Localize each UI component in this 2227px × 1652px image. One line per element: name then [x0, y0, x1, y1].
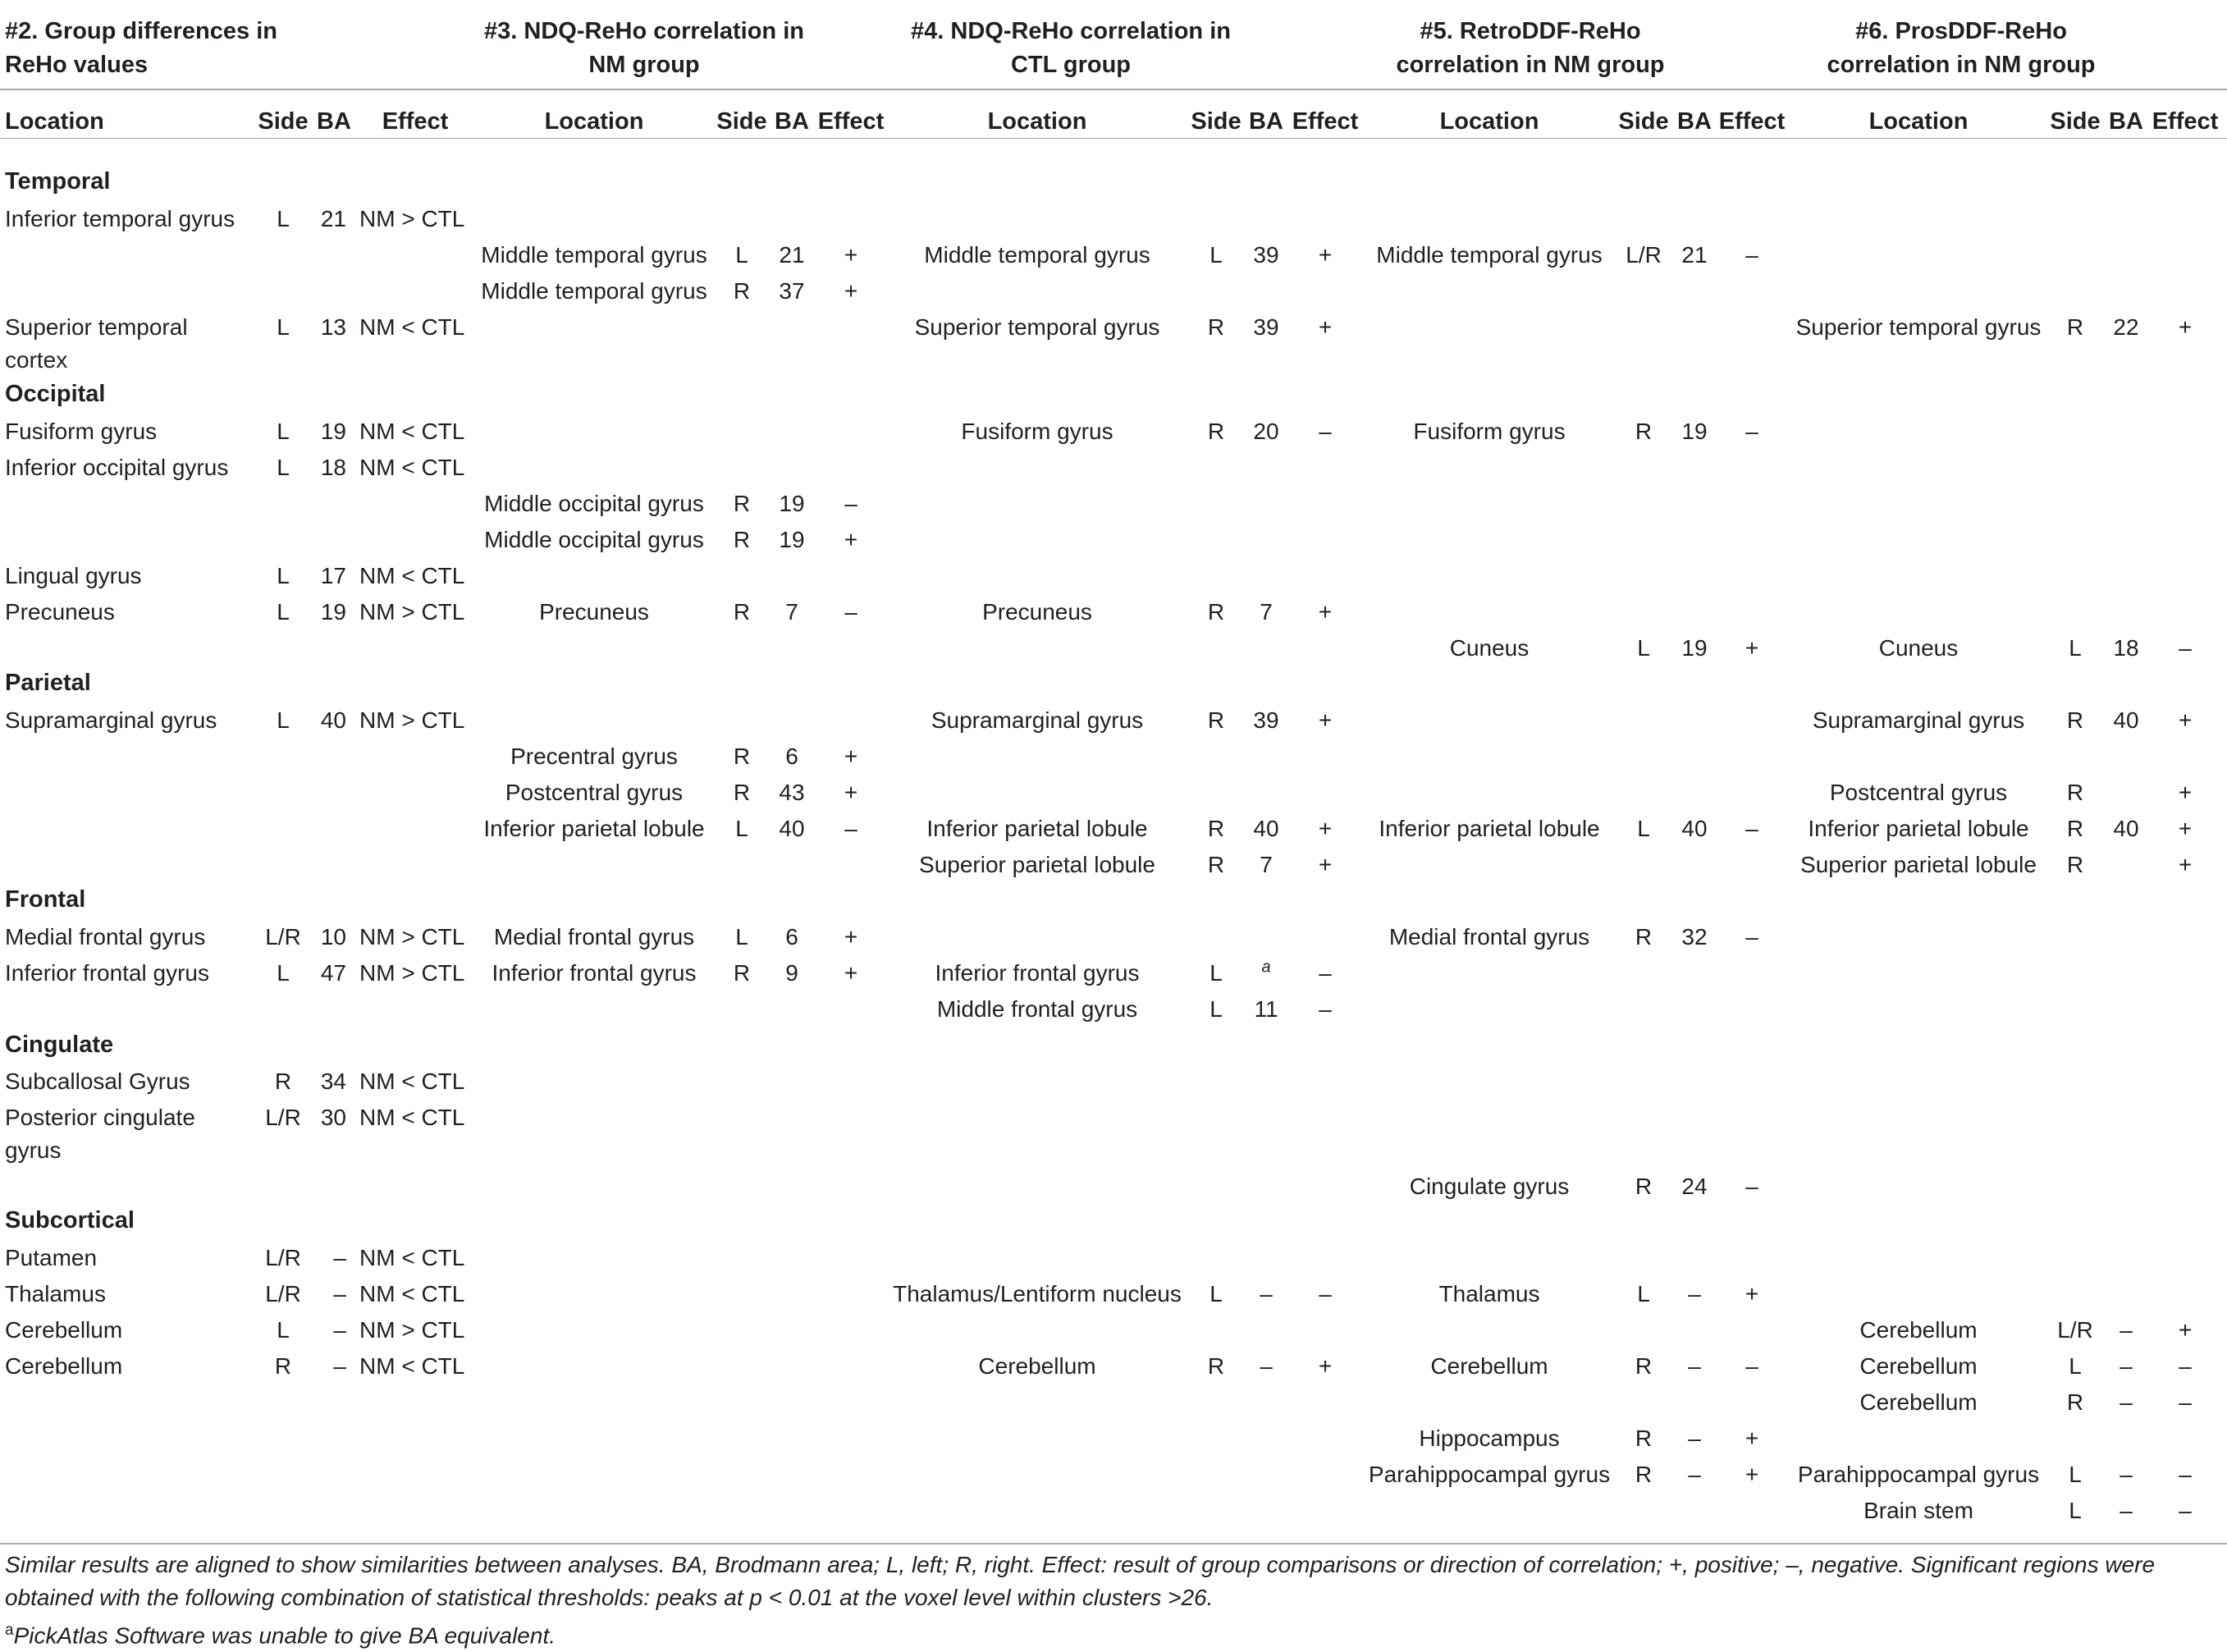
- cell-g5-side: L/R: [1626, 242, 1662, 268]
- cell-g6-effect: +: [2178, 314, 2193, 340]
- cell-g6-side: R: [2066, 852, 2084, 877]
- cell-g2-side: L/R: [265, 924, 301, 950]
- cell-g5-side: R: [1635, 1425, 1653, 1451]
- cell-g4-loc: Middle temporal gyrus: [924, 242, 1150, 268]
- cell-g3-effect: +: [844, 242, 858, 268]
- cell-g5-ba: 32: [1681, 924, 1708, 950]
- cell-g4-effect: +: [1318, 242, 1333, 268]
- cell-g5-ba: 19: [1681, 419, 1708, 444]
- cell-g3-loc: Middle occipital gyrus: [484, 527, 704, 552]
- group-header-g6: #6. ProsDDF-ReHo correlation in NM group: [1827, 18, 2096, 78]
- cell-g3-side: L: [735, 816, 748, 841]
- cell-g4-side: L: [1210, 1281, 1223, 1306]
- column-header-location-g5: Location: [1439, 108, 1539, 135]
- cell-g5-ba: –: [1688, 1281, 1701, 1306]
- column-header-ba-g3: BA: [775, 108, 809, 135]
- column-header-side-g2: Side: [258, 108, 309, 135]
- cell-g4-effect: +: [1318, 1353, 1333, 1379]
- group-header-g3: #3. NDQ-ReHo correlation in NM group: [484, 18, 804, 78]
- cell-g6-ba: 40: [2113, 816, 2139, 841]
- cell-g3-loc: Precuneus: [539, 599, 649, 625]
- cell-g3-side: R: [733, 278, 751, 304]
- cell-g3-loc: Middle occipital gyrus: [484, 491, 704, 516]
- cell-g6-ba: 22: [2113, 314, 2139, 340]
- cell-g6-ba: –: [2120, 1317, 2133, 1343]
- cell-g4-effect: –: [1319, 996, 1332, 1022]
- cell-g6-loc: Postcentral gyrus: [1829, 780, 2008, 805]
- cell-g6-side: R: [2066, 707, 2084, 733]
- cell-g3-ba: 21: [779, 242, 805, 268]
- cell-g2-loc: Cerebellum: [5, 1317, 123, 1343]
- cell-g2-loc: Posterior cingulate gyrus: [5, 1105, 195, 1163]
- cell-g3-ba: 19: [779, 491, 805, 516]
- cell-g6-loc: Cerebellum: [1859, 1353, 1978, 1379]
- cell-g2-loc: Superior temporal cortex: [5, 314, 188, 373]
- cell-g3-side: R: [733, 599, 751, 625]
- cell-g2-effect: NM < CTL: [359, 1245, 465, 1270]
- cell-g6-side: R: [2066, 780, 2084, 805]
- cell-g6-effect: +: [2178, 852, 2193, 877]
- cell-g2-side: L: [277, 206, 290, 231]
- cell-g5-loc: Medial frontal gyrus: [1388, 924, 1590, 950]
- cell-g5-effect: –: [1745, 816, 1758, 841]
- cell-g4-side: R: [1207, 707, 1225, 733]
- column-header-location-g4: Location: [987, 108, 1087, 135]
- cell-g3-effect: –: [844, 599, 857, 625]
- cell-g3-side: R: [733, 527, 751, 552]
- cell-g6-effect: –: [2179, 635, 2192, 661]
- cell-g6-ba: –: [2120, 1353, 2133, 1379]
- cell-g5-ba: –: [1688, 1425, 1701, 1451]
- cell-g6-side: R: [2066, 816, 2084, 841]
- cell-g3-effect: +: [844, 527, 858, 552]
- cell-g6-side: R: [2066, 314, 2084, 340]
- cell-g4-loc: Inferior parietal lobule: [926, 816, 1148, 841]
- cell-g4-side: L: [1210, 242, 1223, 268]
- cell-g3-effect: +: [844, 744, 858, 769]
- cell-g4-effect: –: [1319, 419, 1332, 444]
- cell-g6-effect: +: [2178, 1317, 2193, 1343]
- category-label: Parietal: [5, 670, 91, 696]
- cell-g3-loc: Precentral gyrus: [510, 744, 678, 769]
- cell-g2-effect: NM < CTL: [359, 1281, 465, 1306]
- cell-g3-side: R: [733, 491, 751, 516]
- category-label: Subcortical: [5, 1207, 135, 1233]
- cell-g6-ba: 18: [2113, 635, 2139, 661]
- cell-g3-effect: +: [844, 780, 858, 805]
- cell-g4-side: R: [1207, 1353, 1225, 1379]
- cell-g6-side: L/R: [2057, 1317, 2093, 1343]
- cell-g4-side: R: [1207, 419, 1225, 444]
- cell-g2-ba: 34: [320, 1069, 346, 1094]
- cell-g5-effect: –: [1745, 1353, 1758, 1379]
- cell-g2-side: L: [277, 419, 290, 444]
- cell-g3-loc: Inferior parietal lobule: [483, 816, 705, 841]
- cell-g4-loc: Cerebellum: [978, 1353, 1096, 1379]
- table-rule-0: [0, 89, 2227, 90]
- cell-g3-loc: Inferior frontal gyrus: [492, 960, 697, 986]
- cell-g3-ba: 19: [779, 527, 805, 552]
- cell-g5-ba: 40: [1681, 816, 1708, 841]
- cell-g2-loc: Inferior frontal gyrus: [5, 960, 209, 986]
- cell-g2-effect: NM < CTL: [359, 563, 465, 588]
- cell-g4-effect: +: [1318, 707, 1333, 733]
- cell-g6-effect: –: [2179, 1353, 2192, 1379]
- cell-g2-loc: Inferior temporal gyrus: [5, 206, 236, 231]
- cell-g4-ba: 39: [1253, 707, 1279, 733]
- cell-g3-ba: 9: [785, 960, 798, 986]
- cell-g6-loc: Parahippocampal gyrus: [1797, 1462, 2040, 1487]
- column-header-effect-g4: Effect: [1292, 108, 1359, 135]
- cell-g5-effect: +: [1745, 635, 1759, 661]
- cell-g4-loc: Middle frontal gyrus: [936, 996, 1138, 1022]
- cell-g4-loc: Supramarginal gyrus: [931, 707, 1144, 733]
- cell-g2-ba: 10: [320, 924, 346, 950]
- cell-g2-side: L: [277, 455, 290, 480]
- column-header-effect-g5: Effect: [1718, 108, 1786, 135]
- footnote-a-text: PickAtlas Software was unable to give BA equivalent.: [13, 1622, 556, 1649]
- cell-g5-side: L: [1637, 1281, 1650, 1306]
- cell-g4-side: R: [1207, 852, 1225, 877]
- cell-g2-loc: Thalamus: [5, 1281, 106, 1306]
- column-header-side-g5: Side: [1618, 108, 1669, 135]
- cell-g5-loc: Cingulate gyrus: [1409, 1174, 1570, 1199]
- cell-g2-ba: 18: [320, 455, 346, 480]
- cell-g5-side: R: [1635, 1462, 1653, 1487]
- cell-g6-effect: –: [2179, 1389, 2192, 1415]
- column-header-ba-g5: BA: [1677, 108, 1712, 135]
- cell-g2-effect: NM > CTL: [359, 924, 465, 950]
- cell-g6-loc: Supramarginal gyrus: [1812, 707, 2025, 733]
- category-label: Occipital: [5, 381, 106, 407]
- cell-g3-effect: –: [844, 816, 857, 841]
- cell-g4-side: R: [1207, 314, 1225, 340]
- cell-g2-side: L: [277, 599, 290, 625]
- cell-g4-side: R: [1207, 599, 1225, 625]
- cell-g5-loc: Cerebellum: [1430, 1353, 1548, 1379]
- cell-g4-ba: [1261, 957, 1270, 990]
- column-header-side-g6: Side: [2050, 108, 2101, 135]
- cell-g2-side: L: [277, 960, 290, 986]
- cell-g5-effect: –: [1745, 1174, 1758, 1199]
- cell-g2-loc: Putamen: [5, 1245, 98, 1270]
- cell-g4-ba: –: [1260, 1281, 1273, 1306]
- cell-g2-effect: NM < CTL: [359, 314, 465, 340]
- cell-g5-effect: –: [1745, 419, 1758, 444]
- cell-g6-ba: –: [2120, 1389, 2133, 1415]
- cell-g2-effect: NM < CTL: [359, 419, 465, 444]
- cell-g6-side: L: [2069, 1462, 2082, 1487]
- cell-g2-ba: 30: [320, 1105, 346, 1130]
- cell-g2-side: L/R: [265, 1245, 301, 1270]
- column-header-location-g2: Location: [5, 108, 104, 135]
- cell-g6-side: L: [2069, 1498, 2082, 1523]
- cell-g5-ba: 19: [1681, 635, 1708, 661]
- cell-g6-effect: –: [2179, 1498, 2192, 1523]
- category-label: Frontal: [5, 886, 86, 913]
- cell-g3-effect: –: [844, 491, 857, 516]
- cell-g2-side: L/R: [265, 1281, 301, 1306]
- cell-g2-loc: Lingual gyrus: [5, 563, 142, 588]
- cell-g2-side: L: [277, 707, 290, 733]
- cell-g2-effect: NM < CTL: [359, 455, 465, 480]
- column-header-ba-g2: BA: [317, 108, 351, 135]
- cell-g5-ba: –: [1688, 1353, 1701, 1379]
- cell-g4-ba: 40: [1253, 816, 1279, 841]
- cell-g5-loc: Thalamus: [1438, 1281, 1540, 1306]
- cell-g2-effect: NM > CTL: [359, 599, 465, 625]
- cell-g4-ba: 39: [1253, 314, 1279, 340]
- cell-g6-effect: +: [2178, 780, 2193, 805]
- cell-g5-side: R: [1635, 1353, 1653, 1379]
- cell-g4-loc: Superior parietal lobule: [919, 852, 1155, 877]
- cell-g6-loc: Superior parietal lobule: [1800, 852, 2037, 877]
- cell-g3-ba: 40: [779, 816, 805, 841]
- cell-g6-effect: +: [2178, 816, 2193, 841]
- cell-g6-side: R: [2066, 1389, 2084, 1415]
- cell-g2-effect: NM > CTL: [359, 1317, 465, 1343]
- cell-g5-ba: 21: [1681, 242, 1708, 268]
- cell-g6-ba: –: [2120, 1498, 2133, 1523]
- cell-g4-loc: Inferior frontal gyrus: [935, 960, 1140, 986]
- cell-g3-effect: +: [844, 278, 858, 304]
- column-header-effect-g3: Effect: [817, 108, 885, 135]
- cell-g5-effect: +: [1745, 1425, 1759, 1451]
- table-rule-2: [0, 1543, 2227, 1544]
- cell-g2-effect: NM < CTL: [359, 1105, 465, 1130]
- cell-g6-loc: Cuneus: [1878, 635, 1959, 661]
- cell-g2-ba: 21: [320, 206, 346, 231]
- cell-g5-loc: Middle temporal gyrus: [1376, 242, 1603, 268]
- cell-g2-loc: Cerebellum: [5, 1353, 123, 1379]
- column-header-ba-g6: BA: [2109, 108, 2143, 135]
- cell-g2-loc: Fusiform gyrus: [5, 419, 158, 444]
- cell-g2-ba: –: [333, 1281, 346, 1306]
- cell-g3-side: R: [733, 744, 751, 769]
- cell-g2-ba: –: [333, 1245, 346, 1270]
- cell-g2-side: L: [277, 1317, 290, 1343]
- cell-g5-side: R: [1635, 924, 1653, 950]
- cell-g6-loc: Superior temporal gyrus: [1795, 314, 2042, 340]
- cell-g2-ba: 19: [320, 419, 346, 444]
- cell-g3-side: R: [733, 780, 751, 805]
- cell-g5-loc: Cuneus: [1449, 635, 1530, 661]
- cell-g5-side: L: [1637, 635, 1650, 661]
- cell-g6-loc: Brain stem: [1863, 1498, 1973, 1523]
- cell-g5-loc: Fusiform gyrus: [1413, 419, 1566, 444]
- cell-g2-loc: Inferior occipital gyrus: [5, 455, 229, 480]
- cell-g2-side: L: [277, 314, 290, 340]
- cell-g3-side: L: [735, 242, 748, 268]
- cell-g2-ba: 47: [320, 960, 346, 986]
- category-label: Temporal: [5, 168, 111, 194]
- cell-g5-loc: Inferior parietal lobule: [1379, 816, 1600, 841]
- cell-g4-loc: Superior temporal gyrus: [914, 314, 1160, 340]
- footnote-marker: a: [1261, 958, 1271, 977]
- cell-g4-ba: 7: [1260, 599, 1273, 625]
- cell-g5-effect: –: [1745, 242, 1758, 268]
- cell-g3-loc: Postcentral gyrus: [505, 780, 684, 805]
- cell-g3-loc: Middle temporal gyrus: [481, 242, 707, 268]
- cell-g4-ba: –: [1260, 1353, 1273, 1379]
- cell-g4-loc: Thalamus/Lentiform nucleus: [893, 1281, 1182, 1306]
- cell-g2-ba: 17: [320, 563, 346, 588]
- cell-g2-ba: 19: [320, 599, 346, 625]
- cell-g4-side: L: [1210, 996, 1223, 1022]
- cell-g3-loc: Middle temporal gyrus: [481, 278, 707, 304]
- cell-g2-effect: NM > CTL: [359, 707, 465, 733]
- group-header-g2: #2. Group differences in ReHo values: [5, 18, 277, 78]
- column-header-location-g6: Location: [1868, 108, 1969, 135]
- cell-g2-effect: NM < CTL: [359, 1069, 465, 1094]
- cell-g2-loc: Subcallosal Gyrus: [5, 1069, 190, 1094]
- cell-g2-side: R: [274, 1069, 292, 1094]
- cell-g6-side: L: [2069, 1353, 2082, 1379]
- cell-g4-effect: +: [1318, 852, 1333, 877]
- column-header-effect-g2: Effect: [382, 108, 449, 135]
- cell-g2-effect: NM > CTL: [359, 206, 465, 231]
- cell-g5-effect: –: [1745, 924, 1758, 950]
- cell-g6-loc: Inferior parietal lobule: [1808, 816, 2029, 841]
- column-header-location-g3: Location: [544, 108, 644, 135]
- cell-g2-side: L: [277, 563, 290, 588]
- cell-g6-effect: +: [2178, 707, 2193, 733]
- cell-g5-effect: +: [1745, 1281, 1759, 1306]
- footnote-a-marker: a: [5, 1622, 14, 1639]
- cell-g6-loc: Cerebellum: [1859, 1389, 1978, 1415]
- cell-g3-ba: 37: [779, 278, 805, 304]
- cell-g5-side: R: [1635, 419, 1653, 444]
- cell-g4-loc: Fusiform gyrus: [961, 419, 1114, 444]
- column-header-side-g4: Side: [1191, 108, 1242, 135]
- cell-g4-effect: +: [1318, 599, 1333, 625]
- group-header-g4: #4. NDQ-ReHo correlation in CTL group: [911, 18, 1231, 78]
- cell-g4-ba: 39: [1253, 242, 1279, 268]
- group-header-g5: #5. RetroDDF-ReHo correlation in NM group: [1396, 18, 1665, 78]
- cell-g6-side: L: [2069, 635, 2082, 661]
- cell-g3-side: L: [735, 924, 748, 950]
- cell-g2-ba: 40: [320, 707, 346, 733]
- category-label: Cingulate: [5, 1032, 114, 1058]
- cell-g6-effect: –: [2179, 1462, 2192, 1487]
- cell-g2-effect: NM > CTL: [359, 960, 465, 986]
- cell-g6-loc: Cerebellum: [1859, 1317, 1978, 1343]
- cell-g4-effect: +: [1318, 816, 1333, 841]
- cell-g2-side: L/R: [265, 1105, 301, 1130]
- cell-g2-ba: –: [333, 1353, 346, 1379]
- table-rule-1: [0, 138, 2227, 139]
- cell-g5-side: R: [1635, 1174, 1653, 1199]
- cell-g3-ba: 7: [785, 599, 798, 625]
- cell-g4-side: R: [1207, 816, 1225, 841]
- cell-g3-ba: 6: [785, 924, 798, 950]
- cell-g2-side: R: [274, 1353, 292, 1379]
- cell-g6-ba: 40: [2113, 707, 2139, 733]
- table-footnote-a: [5, 1614, 2220, 1652]
- cell-g4-effect: –: [1319, 960, 1332, 986]
- cell-g4-side: L: [1210, 960, 1223, 986]
- cell-g5-side: L: [1637, 816, 1650, 841]
- cell-g2-effect: NM < CTL: [359, 1353, 465, 1379]
- cell-g2-loc: Medial frontal gyrus: [5, 924, 206, 950]
- cell-g3-loc: Medial frontal gyrus: [493, 924, 695, 950]
- cell-g5-ba: 24: [1681, 1174, 1708, 1199]
- cell-g2-ba: 13: [320, 314, 346, 340]
- cell-g4-effect: –: [1319, 1281, 1332, 1306]
- cell-g6-ba: –: [2120, 1462, 2133, 1487]
- cell-g4-ba: 7: [1260, 852, 1273, 877]
- cell-g3-side: R: [733, 960, 751, 986]
- cell-g2-loc: Precuneus: [5, 599, 115, 625]
- column-header-ba-g4: BA: [1249, 108, 1283, 135]
- column-header-side-g3: Side: [716, 108, 767, 135]
- cell-g3-effect: +: [844, 924, 858, 950]
- cell-g3-ba: 6: [785, 744, 798, 769]
- cell-g3-effect: +: [844, 960, 858, 986]
- cell-g4-loc: Precuneus: [982, 599, 1092, 625]
- cell-g5-loc: Hippocampus: [1419, 1425, 1560, 1451]
- cell-g5-ba: –: [1688, 1462, 1701, 1487]
- cell-g5-effect: +: [1745, 1462, 1759, 1487]
- table-footnote: Similar results are aligned to show similarities between analyses. BA, Brodmann area; L, left; R, right. Effect: result of group comparisons or direction of correlation; +, positive; –, negative. Significant regions were obtained with the following combination of statistical thresholds: peaks at p < 0.01 at the voxel level within clusters >26.: [5, 1552, 2156, 1610]
- cell-g2-loc: Supramarginal gyrus: [5, 707, 217, 733]
- cell-g2-ba: –: [333, 1317, 346, 1343]
- cell-g3-ba: 43: [779, 780, 805, 805]
- cell-g4-effect: +: [1318, 314, 1333, 340]
- cell-g4-ba: 11: [1254, 996, 1278, 1022]
- column-header-effect-g6: Effect: [2152, 108, 2219, 135]
- cell-g4-ba: 20: [1253, 419, 1279, 444]
- cell-g5-loc: Parahippocampal gyrus: [1368, 1462, 1611, 1487]
